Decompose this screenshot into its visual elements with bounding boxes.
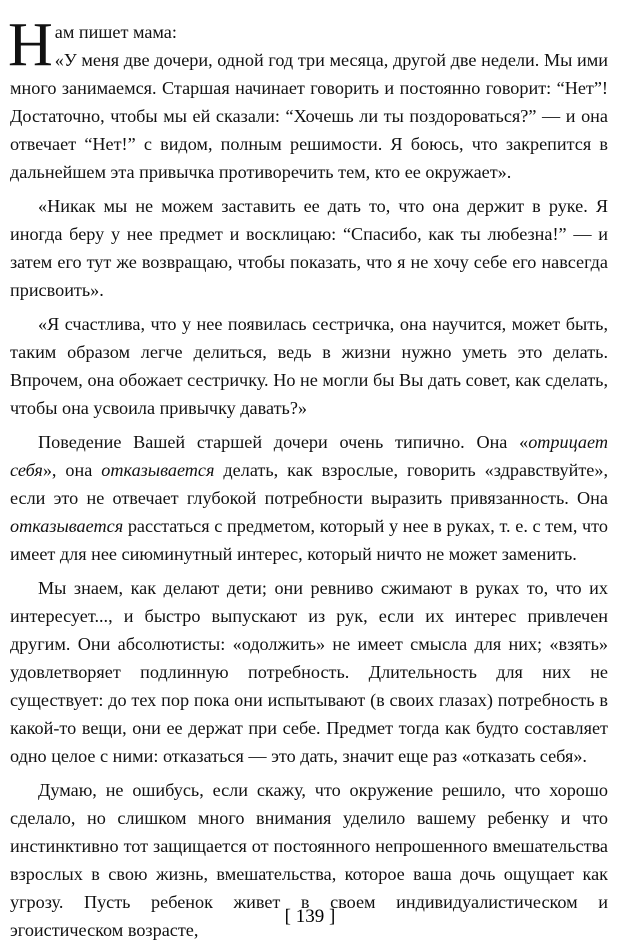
quote-paragraph-1: «У меня две дочери, одной год три месяца, другой две недели. Мы ими много занимаемся. Старшая начинает говорить и постоянно говорит: “Нет”! Достаточно, чтобы мы ей сказали: “Хочешь ли ты поздороваться?” — и она отвечает “Нет!” с видом, полным решимости. Я боюсь, что закрепится в дальнейшем эта привычка противоречить тем, кто ее окружает». [10,50,608,182]
answer-text-a: Поведение Вашей старшей дочери очень типично. Она « [38,432,529,452]
emphasis-otricaet: отрицает себя [10,432,608,480]
answer-paragraph-1 [10,428,608,568]
answer-text-c: », она [42,460,102,480]
emphasis-otkazyvaetsya-2: отказывается [10,516,124,536]
quote-paragraph-2: «Никак мы не можем заставить ее дать то, что она держит в руке. Я иногда беру у нее предмет и восклицаю: “Спасибо, как ты любезна!” — и затем его тут же возвращаю, чтобы показать, что я не хочу себе его навсегда присвоить». [10,196,608,300]
opening-line: ам пишет мама: [54,22,177,42]
answer-paragraph-2: Мы знаем, как делают дети; они ревниво сжимают в руках то, что их интересует..., и быстро выпускают из рук, если их интерес привлечен другим. Они абсолютисты: «одолжить» не имеет смысла для них; «взять» удовлетворяет подлинную потребность. Длительность для них не существует: до тех пор пока они испытывают (в своих глазах) потребность в какой-то вещи, они ее держат при себе. Предмет тогда как будто составляет одно целое с ними: отказаться — это дать, значит еще раз «отказать себя». [10,578,608,766]
quote-paragraph-3: «Я счастлива, что у нее появилась сестричка, она научится, может быть, таким образом легче делиться, ведь в жизни нужно уметь это делать. Впрочем, она обожает сестричку. Но не могли бы Вы дать совет, как сделать, чтобы она усвоила привычку давать?» [10,314,608,418]
emphasis-otkazyvaetsya-1: отказывается [101,460,215,480]
drop-cap: Н [8,11,53,79]
page-number: [ 139 ] [284,906,336,927]
opening-paragraph [8,11,608,186]
answer-text-g: расстаться с предметом, который у нее в руках, т. е. с тем, что имеет для нее сиюминутный интерес, который ничто не может заменить. [10,516,608,564]
answer-text-e: делать, как взрослые, говорить «здравствуйте», если это не отвечает глубокой потребности выразить привязанность. Она [10,460,608,508]
answer-paragraph-3: Думаю, не ошибусь, если скажу, что окружение решило, что хорошо сделало, но слишком много внимания уделило вашему ребенку и что инстинктивно тот защищается от постоянного непрошенного вмешательства взрослых в свою жизнь, вмешательства, которое ваша дочь ощущает как угрозу. Пусть ребенок живет в своем индивидуалистическом и эгоистическом возрасте, [10,780,608,940]
